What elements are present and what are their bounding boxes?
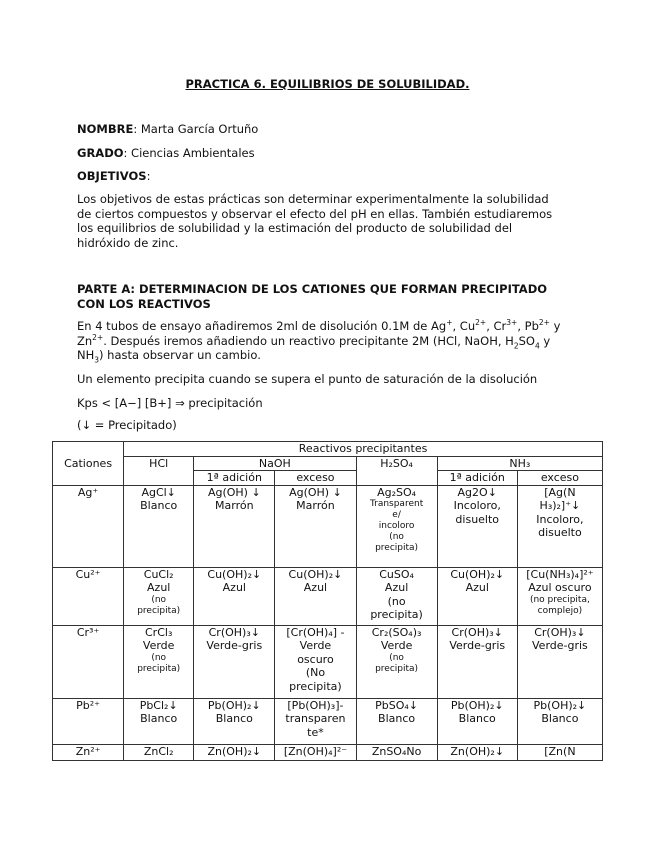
parte-a-paragraph-2: Un elemento precipita cuando se supera el punto de saturación de la disolución xyxy=(77,372,538,386)
cell-line: Blanco xyxy=(378,712,416,725)
cell-line: Blanco xyxy=(458,712,496,725)
nh31-cell xyxy=(437,625,517,698)
h2so4-cell xyxy=(356,485,437,567)
nh3x-cell xyxy=(517,485,602,567)
cell-line: Azul oscuro xyxy=(528,581,592,594)
cell-line: Azul xyxy=(465,581,489,594)
cell-line: Pb(OH)₂↓ xyxy=(207,698,261,712)
cell-line: Verde-gris xyxy=(449,639,506,652)
cell-line: Azul xyxy=(384,581,409,594)
cell-line: Azul xyxy=(147,581,171,594)
cell-line: Verde-gris xyxy=(206,639,263,652)
hcl-cell xyxy=(124,485,194,567)
nh31-cell xyxy=(437,744,517,760)
h2so4-cell xyxy=(356,567,437,625)
grado-label: GRADO xyxy=(77,146,124,160)
cell-line: CuSO₄ xyxy=(379,567,414,581)
cation-cell: Cu²⁺ xyxy=(53,567,124,625)
parte-a-paragraph-1: En 4 tubos de ensayo añadiremos 2ml de disolución 0.1M de Ag+, $Cu^{2+}$, $Cr^{3+}$, $Pb^{2+}$ y $Zn^{2+}$. Después iremos añadiendo un reactivo precipitante 2M (HCl, NaOH, $H_2SO_4$ y $NH_3$) hasta observar un cambio. xyxy=(77,318,561,365)
cell-line: [Cu(NH₃)₄]²⁺ xyxy=(526,567,594,581)
cell-line: Verde xyxy=(299,639,332,652)
nombre-line xyxy=(77,122,577,137)
nh31-cell xyxy=(437,485,517,567)
cell-line: (no xyxy=(387,594,406,608)
reactivos-table xyxy=(52,441,603,761)
cell-line: Blanco xyxy=(140,712,178,725)
header-naoh-1a: 1ª adición xyxy=(194,471,275,486)
cell-line: (No xyxy=(305,666,326,679)
h2so4-cell xyxy=(356,625,437,698)
hcl-cell xyxy=(124,744,194,760)
cell-line: Blanco xyxy=(541,712,579,725)
header-nh3: NH₃ xyxy=(437,456,602,471)
header-naoh-exceso: exceso xyxy=(275,471,356,486)
cell-line: Zn(OH)₂↓ xyxy=(450,744,505,758)
cell-line: [Pb(OH)₃]- xyxy=(287,698,344,712)
kps-formula: Kps < [A−] [B+] ⇒ precipitación xyxy=(77,396,263,410)
cell-line: PbCl₂↓ xyxy=(139,698,178,712)
table-row xyxy=(53,567,603,625)
naohx-cell xyxy=(275,567,356,625)
cell-note: Transparent xyxy=(369,499,424,509)
header-reactivos: Reactivos precipitantes xyxy=(124,442,603,457)
cell-line: disuelto xyxy=(455,512,500,526)
cell-line: Verde xyxy=(380,639,413,652)
cation-cell: Ag⁺ xyxy=(53,485,124,567)
naoh1-cell xyxy=(194,744,275,760)
cation-cell: Pb²⁺ xyxy=(53,698,124,744)
cell-line: Incoloro, xyxy=(453,499,501,512)
naohx-cell xyxy=(275,698,356,744)
cell-line: Ag(OH) ↓ xyxy=(289,485,342,499)
cell-note: precipita) xyxy=(375,663,419,674)
cell-line: oscuro xyxy=(297,652,334,666)
cell-note: complejo) xyxy=(537,605,583,616)
cell-line: Incoloro, xyxy=(536,512,584,526)
naoh1-cell xyxy=(194,485,275,567)
naohx-cell xyxy=(275,625,356,698)
objetivos-line-2: de ciertos compuestos y observar el efecto del pH en ellas. También estudiaremos xyxy=(77,206,553,221)
cell-line: CuCl₂ xyxy=(143,567,174,581)
cell-note: precipita) xyxy=(137,605,181,616)
cell-line: Cu(OH)₂↓ xyxy=(450,567,505,581)
hcl-cell xyxy=(124,567,194,625)
h2so4-cell xyxy=(356,744,437,760)
naoh1-cell xyxy=(194,625,275,698)
naohx-cell xyxy=(275,744,356,760)
table-row xyxy=(53,625,603,698)
cell-note: incoloro xyxy=(378,521,415,531)
cell-line: disuelto xyxy=(538,526,582,539)
cell-line: [Zn(OH)₄]²⁻ xyxy=(283,744,348,758)
cell-line: Blanco xyxy=(140,499,178,512)
cell-line: precipita) xyxy=(370,608,423,621)
nh31-cell xyxy=(437,698,517,744)
cell-note: (no xyxy=(389,532,404,542)
table-body xyxy=(53,485,603,760)
cell-line: Azul xyxy=(303,581,328,594)
cell-note: (no xyxy=(151,652,167,663)
cell-line: H₃)₂]⁺↓ xyxy=(539,499,581,512)
nh3x-cell xyxy=(517,744,602,760)
cell-line: Pb(OH)₂↓ xyxy=(533,698,587,712)
table-row xyxy=(53,485,603,567)
naoh1-cell xyxy=(194,698,275,744)
nh3x-cell xyxy=(517,625,602,698)
cell-line: Cr(OH)₃↓ xyxy=(208,625,260,639)
parte-a-heading: PARTE A: DETERMINACION DE LOS CATIONES QUE FORMAN PRECIPITADO CON LOS REACTIVOS xyxy=(77,282,548,311)
header-naoh: NaOH xyxy=(194,456,356,471)
cell-line: ZnCl₂ xyxy=(143,744,174,758)
cell-line: Verde-gris xyxy=(532,639,588,652)
h2so4-cell xyxy=(356,698,437,744)
nh3x-cell xyxy=(517,567,602,625)
grado-line xyxy=(77,146,577,161)
objetivos-line-4: hidróxido de zinc. xyxy=(77,235,179,250)
header-hcl: HCl xyxy=(124,456,194,485)
nh31-cell xyxy=(437,567,517,625)
cell-line: Cr₂(SO₄)₃ xyxy=(371,625,422,639)
nombre-label: NOMBRE xyxy=(77,122,134,136)
header-cationes: Cationes xyxy=(53,442,124,486)
naoh1-cell xyxy=(194,567,275,625)
cell-line: Verde xyxy=(142,639,175,652)
header-h2so4: H₂SO₄ xyxy=(356,456,437,485)
cell-line: Cr(OH)₃↓ xyxy=(451,625,503,639)
hcl-cell xyxy=(124,698,194,744)
cell-line: Azul xyxy=(222,581,246,594)
naohx-cell xyxy=(275,485,356,567)
objetivos-label: OBJETIVOS xyxy=(77,169,147,183)
cation-cell: Zn²⁺ xyxy=(53,744,124,760)
cell-line: Zn(OH)₂↓ xyxy=(207,744,262,758)
cell-line: AgCl↓ xyxy=(141,485,176,499)
cell-note: e/ xyxy=(392,510,401,520)
cell-line: Ag2O↓ xyxy=(457,485,497,499)
precipitado-legend: (↓ = Precipitado) xyxy=(77,418,177,432)
cell-line: te* xyxy=(307,725,324,739)
cell-line: Pb(OH)₂↓ xyxy=(450,698,504,712)
cell-line: Marrón xyxy=(215,499,254,512)
cell-line: Ag₂SO₄ xyxy=(377,485,417,499)
nh3x-cell xyxy=(517,698,602,744)
grado-value: : Ciencias Ambientales xyxy=(123,146,255,160)
cell-line: [Zn(N xyxy=(544,744,576,758)
objetivos-line: OBJETIVOS: xyxy=(77,169,151,183)
objetivos-line-3: los equilibrios de solubilidad y la estimación del producto de solubilidad del xyxy=(77,221,513,235)
table-row xyxy=(53,698,603,744)
cell-line: Cu(OH)₂↓ xyxy=(207,567,262,581)
table-row xyxy=(53,744,603,760)
cell-note: (no xyxy=(151,594,167,605)
cation-cell: Cr³⁺ xyxy=(53,625,124,698)
cell-line: Marrón xyxy=(296,499,335,512)
header-nh3-exceso: exceso xyxy=(517,471,602,486)
cell-line: Ag(OH) ↓ xyxy=(207,485,261,499)
cell-line: Cu(OH)₂↓ xyxy=(288,567,343,581)
page-title: PRACTICA 6. EQUILIBRIOS DE SOLUBILIDAD. xyxy=(185,77,470,91)
objetivos-line-1: Los objetivos de estas prácticas son determinar experimentalmente la solubilidad xyxy=(77,192,549,206)
cell-line: precipita) xyxy=(289,679,342,693)
header-nh3-1a: 1ª adición xyxy=(437,471,517,486)
nombre-value: : Marta García Ortuño xyxy=(133,122,259,136)
cell-line: transparen xyxy=(285,712,346,725)
cell-note: precipita) xyxy=(375,543,419,553)
cell-line: CrCl₃ xyxy=(145,625,173,639)
cell-line: Cr(OH)₃↓ xyxy=(534,625,586,639)
cell-line: Blanco xyxy=(215,712,253,725)
cell-note: (no precipita, xyxy=(529,594,590,605)
cell-line: PbSO₄↓ xyxy=(375,698,419,712)
objetivos-paragraph xyxy=(77,192,597,250)
cell-line: [Cr(OH)₄] - xyxy=(286,625,345,639)
cell-note: precipita) xyxy=(137,663,181,674)
hcl-cell xyxy=(124,625,194,698)
cell-line: [Ag(N xyxy=(544,485,576,499)
cell-note: (no xyxy=(389,652,404,663)
cell-line: ZnSO₄No xyxy=(371,744,422,758)
